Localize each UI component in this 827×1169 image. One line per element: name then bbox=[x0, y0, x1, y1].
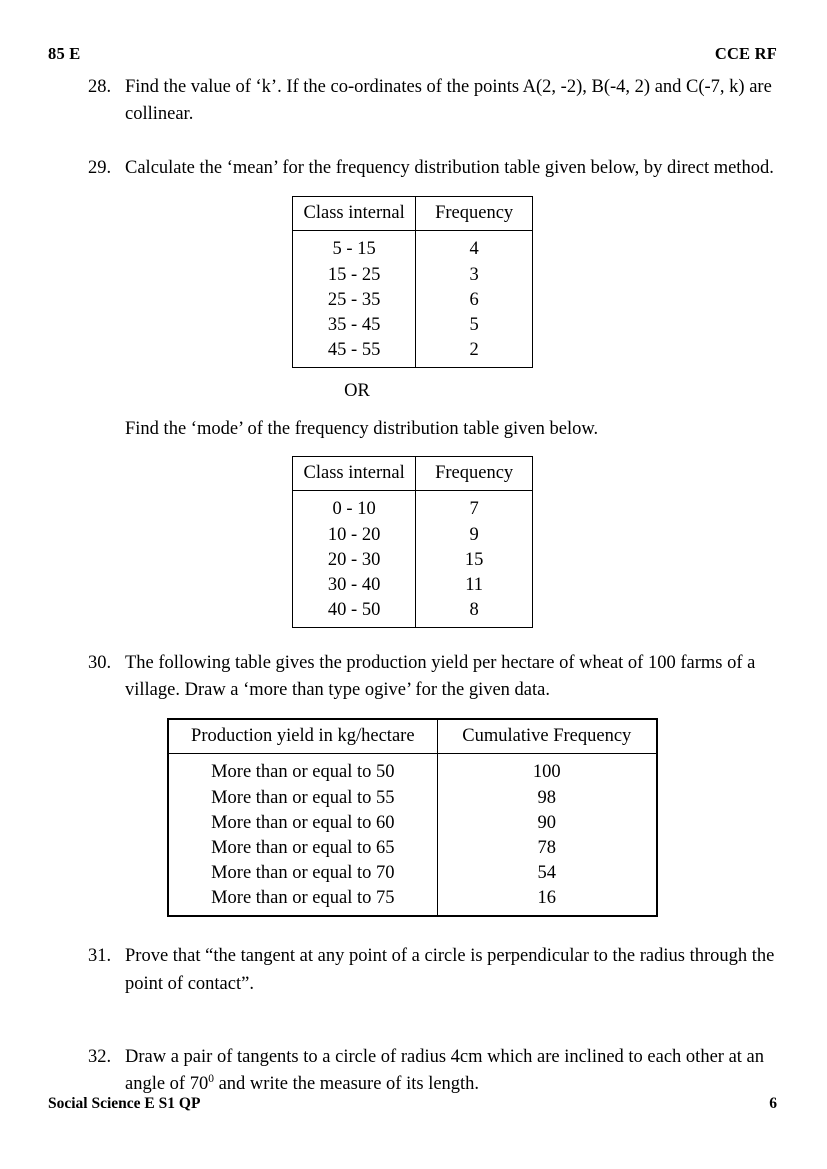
column-header-cumulative-frequency: Cumulative Frequency bbox=[437, 719, 657, 754]
question-31 bbox=[88, 943, 780, 998]
table-row bbox=[168, 861, 657, 886]
table-row bbox=[293, 573, 533, 598]
cell-production-yield: More than or equal to 70 bbox=[168, 861, 437, 886]
ogive-table-wrapper bbox=[88, 718, 780, 917]
alternate-question-29 bbox=[88, 416, 780, 443]
column-header-class-interval: Class internal bbox=[293, 456, 416, 490]
spacer bbox=[88, 444, 780, 456]
spacer bbox=[88, 182, 780, 196]
question-29-text: Calculate the ‘mean’ for the frequency distribution table given below, by direct method. bbox=[125, 157, 774, 178]
cell-cumulative-frequency: 54 bbox=[537, 863, 557, 884]
column-header-class-interval: Class internal bbox=[293, 197, 416, 231]
spacer bbox=[88, 628, 780, 650]
question-content bbox=[88, 74, 780, 1099]
spacer bbox=[88, 704, 780, 718]
cell-class-interval: 25 - 35 bbox=[293, 288, 416, 313]
table-row bbox=[293, 231, 533, 264]
question-30 bbox=[88, 650, 780, 705]
cell-frequency: 5 bbox=[469, 315, 479, 336]
header-board-code: CCE RF bbox=[714, 44, 777, 63]
mode-frequency-table bbox=[292, 456, 533, 628]
cell-class-interval: 10 - 20 bbox=[293, 523, 416, 548]
question-31-number: 31. bbox=[88, 946, 112, 967]
table-header-row bbox=[293, 197, 533, 231]
cell-production-yield: More than or equal to 55 bbox=[168, 786, 437, 811]
cell-cumulative-frequency: 78 bbox=[537, 838, 557, 859]
question-32 bbox=[88, 1044, 780, 1099]
cell-frequency: 2 bbox=[469, 340, 479, 361]
table-header-row bbox=[293, 456, 533, 490]
footer-subject-label: Social Science E S1 QP bbox=[48, 1095, 201, 1112]
question-32-text-before: Draw a pair of tangents to a circle of radius 4cm which are inclined to each other at an angle of 70 bbox=[125, 1047, 765, 1095]
question-28 bbox=[88, 74, 780, 129]
table-row bbox=[168, 754, 657, 787]
cell-cumulative-frequency: 16 bbox=[537, 888, 557, 909]
spacer bbox=[88, 998, 780, 1044]
mode-table-wrapper bbox=[88, 456, 780, 628]
cell-frequency: 8 bbox=[469, 599, 479, 620]
alternate-question-text: Find the ‘mode’ of the frequency distribution table given below. bbox=[125, 419, 599, 440]
cell-production-yield: More than or equal to 75 bbox=[168, 886, 437, 916]
table-row bbox=[293, 598, 533, 628]
cell-cumulative-frequency: 90 bbox=[537, 813, 557, 834]
mean-frequency-table bbox=[292, 196, 533, 368]
cell-frequency: 4 bbox=[469, 239, 479, 260]
table-row bbox=[293, 313, 533, 338]
question-30-number: 30. bbox=[88, 652, 112, 673]
question-30-text: The following table gives the production yield per hectare of wheat of 100 farms of a village. Draw a ‘more than type ogive’ for the given data. bbox=[125, 652, 756, 700]
column-header-production-yield: Production yield in kg/hectare bbox=[168, 719, 437, 754]
cell-class-interval: 45 - 55 bbox=[293, 338, 416, 368]
column-header-frequency: Frequency bbox=[416, 456, 533, 490]
table-row bbox=[168, 886, 657, 916]
mean-table-wrapper bbox=[88, 196, 780, 368]
cell-frequency: 3 bbox=[469, 265, 479, 286]
table-header-row bbox=[168, 719, 657, 754]
question-32-text bbox=[125, 1044, 780, 1099]
cell-class-interval: 20 - 30 bbox=[293, 548, 416, 573]
cell-frequency: 7 bbox=[469, 498, 479, 519]
or-divider-row bbox=[48, 381, 740, 402]
cell-frequency: 9 bbox=[469, 524, 479, 545]
degree-superscript: 0 bbox=[208, 1073, 214, 1086]
cell-frequency: 15 bbox=[464, 549, 484, 570]
spacer bbox=[88, 917, 780, 943]
cell-frequency: 6 bbox=[469, 290, 479, 311]
question-31-text: Prove that “the tangent at any point of a circle is perpendicular to the radius through the point of contact”. bbox=[125, 946, 775, 994]
cell-class-interval: 0 - 10 bbox=[293, 490, 416, 523]
cell-class-interval: 15 - 25 bbox=[293, 263, 416, 288]
spacer bbox=[88, 129, 780, 155]
cell-frequency: 11 bbox=[465, 574, 484, 595]
table-row bbox=[168, 786, 657, 811]
cell-production-yield: More than or equal to 60 bbox=[168, 811, 437, 836]
table-row bbox=[293, 288, 533, 313]
spacer bbox=[88, 368, 780, 381]
table-row bbox=[293, 548, 533, 573]
cell-cumulative-frequency: 100 bbox=[532, 762, 561, 783]
page-footer bbox=[48, 1095, 777, 1117]
cell-cumulative-frequency: 98 bbox=[537, 788, 557, 809]
cell-class-interval: 5 - 15 bbox=[293, 231, 416, 264]
cell-production-yield: More than or equal to 65 bbox=[168, 836, 437, 861]
cell-class-interval: 40 - 50 bbox=[293, 598, 416, 628]
question-29-number: 29. bbox=[88, 157, 112, 178]
column-header-frequency: Frequency bbox=[416, 197, 533, 231]
header-paper-code: 85 E bbox=[48, 44, 81, 63]
cell-production-yield: More than or equal to 50 bbox=[168, 754, 437, 787]
table-row bbox=[168, 811, 657, 836]
ogive-cumulative-frequency-table bbox=[167, 718, 658, 917]
table-row bbox=[293, 338, 533, 368]
page-header bbox=[48, 44, 777, 66]
spacer bbox=[88, 402, 780, 416]
footer-page-number: 6 bbox=[769, 1095, 777, 1112]
question-32-number: 32. bbox=[88, 1047, 112, 1067]
cell-class-interval: 30 - 40 bbox=[293, 573, 416, 598]
question-28-number: 28. bbox=[88, 77, 112, 97]
table-row bbox=[168, 836, 657, 861]
question-29 bbox=[88, 155, 780, 182]
table-row bbox=[293, 523, 533, 548]
table-row bbox=[293, 263, 533, 288]
cell-class-interval: 35 - 45 bbox=[293, 313, 416, 338]
question-32-text-after: and write the measure of its length. bbox=[213, 1074, 480, 1095]
question-28-text: Find the value of ‘k’. If the co-ordinates of the points A(2, -2), B(-4, 2) and C(-7, k) are collinear. bbox=[125, 77, 772, 125]
table-row bbox=[293, 490, 533, 523]
or-divider: OR bbox=[344, 381, 370, 402]
